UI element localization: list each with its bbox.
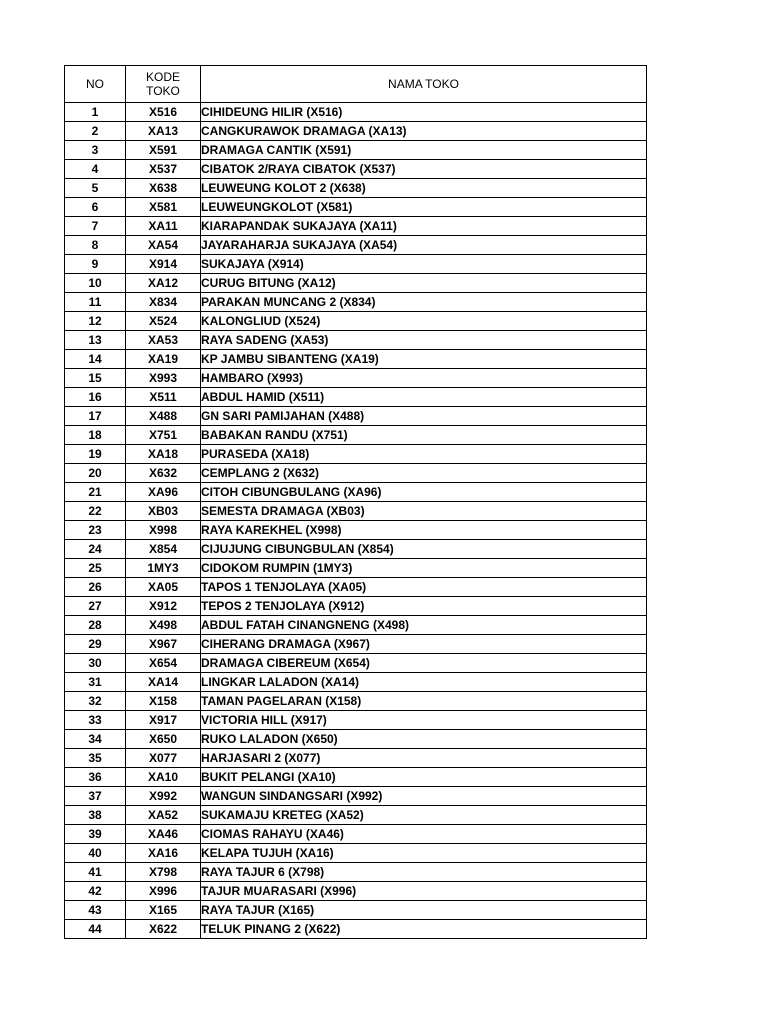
cell-nama-toko: RAYA TAJUR 6 (X798): [201, 863, 647, 882]
cell-no: 1: [65, 103, 126, 122]
table-row: [65, 426, 647, 445]
table-row: [65, 502, 647, 521]
table-row: [65, 255, 647, 274]
cell-kode-toko: X511: [126, 388, 201, 407]
cell-no: 6: [65, 198, 126, 217]
cell-kode-toko: X912: [126, 597, 201, 616]
cell-kode-toko: X077: [126, 749, 201, 768]
cell-kode-toko: X638: [126, 179, 201, 198]
header-kode-line1: KODE: [145, 70, 180, 84]
table-row: [65, 616, 647, 635]
cell-nama-toko: KELAPA TUJUH (XA16): [201, 844, 647, 863]
cell-no: 44: [65, 920, 126, 939]
cell-no: 18: [65, 426, 126, 445]
cell-kode-toko: X165: [126, 901, 201, 920]
cell-no: 14: [65, 350, 126, 369]
cell-kode-toko: XA12: [126, 274, 201, 293]
cell-no: 19: [65, 445, 126, 464]
table-row: [65, 198, 647, 217]
cell-kode-toko: X914: [126, 255, 201, 274]
table-row: [65, 673, 647, 692]
cell-kode-toko: X591: [126, 141, 201, 160]
cell-nama-toko: KP JAMBU SIBANTENG (XA19): [201, 350, 647, 369]
cell-no: 31: [65, 673, 126, 692]
cell-nama-toko: ABDUL HAMID (X511): [201, 388, 647, 407]
cell-kode-toko: XA11: [126, 217, 201, 236]
cell-no: 4: [65, 160, 126, 179]
cell-nama-toko: CIOMAS RAHAYU (XA46): [201, 825, 647, 844]
cell-nama-toko: SEMESTA DRAMAGA (XB03): [201, 502, 647, 521]
cell-no: 13: [65, 331, 126, 350]
cell-no: 10: [65, 274, 126, 293]
cell-kode-toko: XA54: [126, 236, 201, 255]
cell-nama-toko: CIHIDEUNG HILIR (X516): [201, 103, 647, 122]
cell-nama-toko: SUKAMAJU KRETEG (XA52): [201, 806, 647, 825]
cell-no: 41: [65, 863, 126, 882]
cell-nama-toko: CURUG BITUNG (XA12): [201, 274, 647, 293]
cell-nama-toko: CANGKURAWOK DRAMAGA (XA13): [201, 122, 647, 141]
cell-kode-toko: X967: [126, 635, 201, 654]
cell-kode-toko: X158: [126, 692, 201, 711]
table-row: [65, 160, 647, 179]
cell-kode-toko: X917: [126, 711, 201, 730]
cell-nama-toko: CEMPLANG 2 (X632): [201, 464, 647, 483]
header-no: NO: [65, 66, 126, 103]
cell-kode-toko: XA16: [126, 844, 201, 863]
cell-kode-toko: X537: [126, 160, 201, 179]
table-row: [65, 179, 647, 198]
cell-nama-toko: KIARAPANDAK SUKAJAYA (XA11): [201, 217, 647, 236]
cell-kode-toko: X751: [126, 426, 201, 445]
cell-nama-toko: TAMAN PAGELARAN (X158): [201, 692, 647, 711]
cell-nama-toko: VICTORIA HILL (X917): [201, 711, 647, 730]
cell-nama-toko: RUKO LALADON (X650): [201, 730, 647, 749]
cell-kode-toko: X998: [126, 521, 201, 540]
cell-nama-toko: RAYA TAJUR (X165): [201, 901, 647, 920]
cell-nama-toko: DRAMAGA CIBEREUM (X654): [201, 654, 647, 673]
table-row: [65, 559, 647, 578]
table-row: [65, 445, 647, 464]
table-row: [65, 483, 647, 502]
cell-no: 5: [65, 179, 126, 198]
cell-no: 7: [65, 217, 126, 236]
cell-no: 21: [65, 483, 126, 502]
cell-no: 17: [65, 407, 126, 426]
table-row: [65, 122, 647, 141]
cell-kode-toko: XA52: [126, 806, 201, 825]
cell-nama-toko: DRAMAGA CANTIK (X591): [201, 141, 647, 160]
table-row: [65, 806, 647, 825]
cell-no: 9: [65, 255, 126, 274]
header-nama-toko: NAMA TOKO: [201, 66, 647, 103]
table-row: [65, 825, 647, 844]
cell-kode-toko: XB03: [126, 502, 201, 521]
cell-kode-toko: X498: [126, 616, 201, 635]
table-row: [65, 293, 647, 312]
table-row: [65, 369, 647, 388]
table-row: [65, 863, 647, 882]
cell-no: 37: [65, 787, 126, 806]
cell-no: 30: [65, 654, 126, 673]
cell-nama-toko: CIBATOK 2/RAYA CIBATOK (X537): [201, 160, 647, 179]
table-row: [65, 464, 647, 483]
cell-nama-toko: GN SARI PAMIJAHAN (X488): [201, 407, 647, 426]
table-row: [65, 768, 647, 787]
cell-no: 12: [65, 312, 126, 331]
cell-no: 15: [65, 369, 126, 388]
cell-kode-toko: X581: [126, 198, 201, 217]
cell-no: 29: [65, 635, 126, 654]
cell-no: 26: [65, 578, 126, 597]
cell-nama-toko: TAPOS 1 TENJOLAYA (XA05): [201, 578, 647, 597]
cell-no: 38: [65, 806, 126, 825]
cell-kode-toko: XA14: [126, 673, 201, 692]
table-row: [65, 331, 647, 350]
cell-nama-toko: KALONGLIUD (X524): [201, 312, 647, 331]
cell-no: 27: [65, 597, 126, 616]
cell-nama-toko: HARJASARI 2 (X077): [201, 749, 647, 768]
cell-no: 33: [65, 711, 126, 730]
table-row: [65, 597, 647, 616]
header-kode-line2: TOKO: [146, 84, 180, 98]
cell-no: 24: [65, 540, 126, 559]
cell-no: 42: [65, 882, 126, 901]
cell-nama-toko: PARAKAN MUNCANG 2 (X834): [201, 293, 647, 312]
cell-no: 39: [65, 825, 126, 844]
cell-no: 22: [65, 502, 126, 521]
cell-kode-toko: X524: [126, 312, 201, 331]
table-row: [65, 692, 647, 711]
table-row: [65, 654, 647, 673]
cell-kode-toko: X654: [126, 654, 201, 673]
cell-kode-toko: 1MY3: [126, 559, 201, 578]
cell-kode-toko: XA96: [126, 483, 201, 502]
table-row: [65, 312, 647, 331]
cell-nama-toko: CIHERANG DRAMAGA (X967): [201, 635, 647, 654]
cell-no: 11: [65, 293, 126, 312]
table-row: [65, 882, 647, 901]
table-row: [65, 407, 647, 426]
table-row: [65, 920, 647, 939]
cell-kode-toko: X622: [126, 920, 201, 939]
table-row: [65, 236, 647, 255]
table-row: [65, 578, 647, 597]
store-table: [64, 65, 647, 939]
cell-kode-toko: XA05: [126, 578, 201, 597]
cell-kode-toko: X798: [126, 863, 201, 882]
table-row: [65, 103, 647, 122]
cell-kode-toko: XA46: [126, 825, 201, 844]
table-row: [65, 635, 647, 654]
cell-kode-toko: X488: [126, 407, 201, 426]
cell-kode-toko: XA10: [126, 768, 201, 787]
table-row: [65, 749, 647, 768]
cell-nama-toko: RAYA KAREKHEL (X998): [201, 521, 647, 540]
cell-nama-toko: PURASEDA (XA18): [201, 445, 647, 464]
cell-nama-toko: CITOH CIBUNGBULANG (XA96): [201, 483, 647, 502]
table-row: [65, 388, 647, 407]
cell-no: 28: [65, 616, 126, 635]
cell-no: 2: [65, 122, 126, 141]
table-row: [65, 141, 647, 160]
cell-nama-toko: SUKAJAYA (X914): [201, 255, 647, 274]
cell-no: 40: [65, 844, 126, 863]
cell-no: 3: [65, 141, 126, 160]
cell-kode-toko: X854: [126, 540, 201, 559]
cell-kode-toko: X834: [126, 293, 201, 312]
cell-nama-toko: CIJUJUNG CIBUNGBULAN (X854): [201, 540, 647, 559]
cell-nama-toko: LINGKAR LALADON (XA14): [201, 673, 647, 692]
cell-no: 25: [65, 559, 126, 578]
table-row: [65, 540, 647, 559]
cell-nama-toko: RAYA SADENG (XA53): [201, 331, 647, 350]
cell-kode-toko: X516: [126, 103, 201, 122]
table-row: [65, 521, 647, 540]
cell-nama-toko: TAJUR MUARASARI (X996): [201, 882, 647, 901]
table-row: [65, 274, 647, 293]
cell-kode-toko: XA18: [126, 445, 201, 464]
cell-no: 43: [65, 901, 126, 920]
table-row: [65, 844, 647, 863]
cell-kode-toko: X632: [126, 464, 201, 483]
cell-no: 20: [65, 464, 126, 483]
cell-nama-toko: BUKIT PELANGI (XA10): [201, 768, 647, 787]
cell-nama-toko: BABAKAN RANDU (X751): [201, 426, 647, 445]
cell-nama-toko: TELUK PINANG 2 (X622): [201, 920, 647, 939]
cell-kode-toko: XA19: [126, 350, 201, 369]
cell-no: 16: [65, 388, 126, 407]
cell-nama-toko: HAMBARO (X993): [201, 369, 647, 388]
cell-kode-toko: X650: [126, 730, 201, 749]
table-row: [65, 711, 647, 730]
table-row: [65, 730, 647, 749]
cell-no: 34: [65, 730, 126, 749]
cell-kode-toko: X996: [126, 882, 201, 901]
cell-kode-toko: XA53: [126, 331, 201, 350]
table-row: [65, 787, 647, 806]
cell-no: 8: [65, 236, 126, 255]
header-kode-toko: [126, 66, 201, 103]
table-row: [65, 901, 647, 920]
cell-nama-toko: JAYARAHARJA SUKAJAYA (XA54): [201, 236, 647, 255]
table-row: [65, 350, 647, 369]
cell-kode-toko: X993: [126, 369, 201, 388]
cell-nama-toko: ABDUL FATAH CINANGNENG (X498): [201, 616, 647, 635]
cell-kode-toko: XA13: [126, 122, 201, 141]
cell-nama-toko: LEUWEUNG KOLOT 2 (X638): [201, 179, 647, 198]
cell-nama-toko: CIDOKOM RUMPIN (1MY3): [201, 559, 647, 578]
cell-no: 35: [65, 749, 126, 768]
cell-nama-toko: TEPOS 2 TENJOLAYA (X912): [201, 597, 647, 616]
cell-nama-toko: LEUWEUNGKOLOT (X581): [201, 198, 647, 217]
cell-no: 36: [65, 768, 126, 787]
cell-no: 32: [65, 692, 126, 711]
header-row: [65, 66, 647, 103]
cell-no: 23: [65, 521, 126, 540]
cell-nama-toko: WANGUN SINDANGSARI (X992): [201, 787, 647, 806]
table-row: [65, 217, 647, 236]
cell-kode-toko: X992: [126, 787, 201, 806]
